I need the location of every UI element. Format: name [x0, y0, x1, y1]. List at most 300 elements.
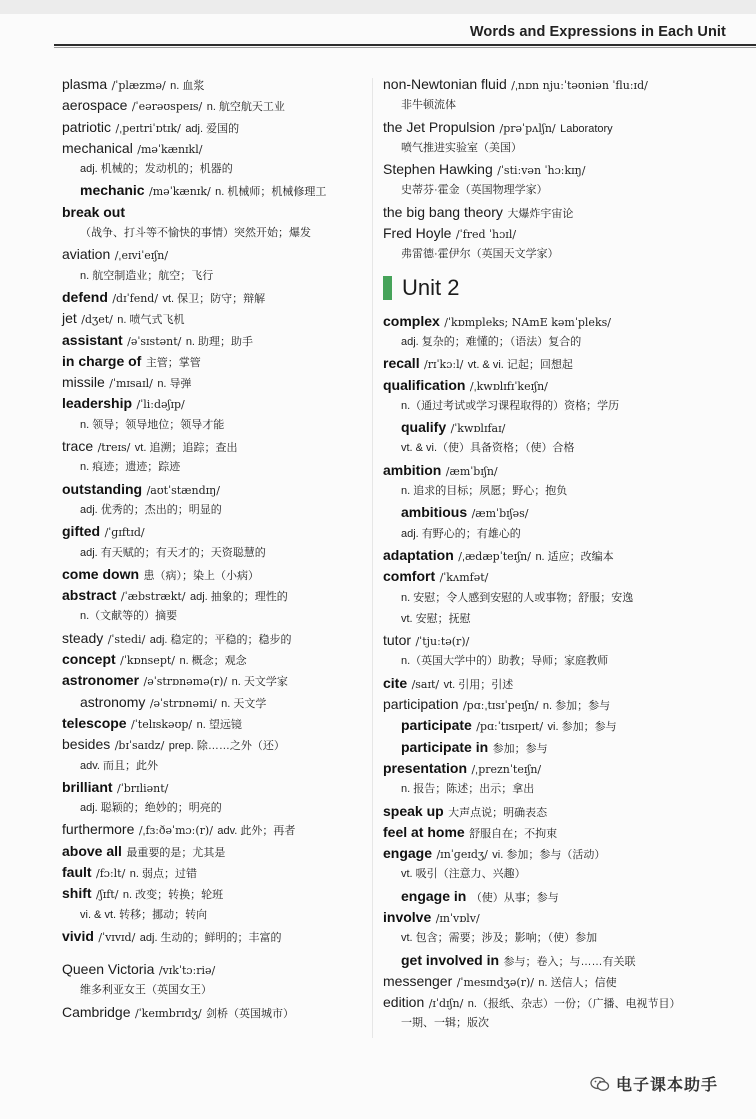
phonetic: /ˌkwɒlɪfɪˈkeɪʃn/ — [469, 379, 548, 393]
entry-line — [383, 311, 713, 332]
definition-line: n. 报告；陈述；出示；拿出 — [401, 783, 535, 796]
entry-line — [383, 801, 713, 822]
entry-line — [62, 926, 362, 947]
vocab-entry — [383, 545, 713, 566]
entry-line — [383, 822, 713, 843]
definition: adj. 抽象的；理性的 — [189, 591, 288, 604]
headword: above all — [62, 842, 122, 859]
headword: adaptation — [383, 546, 454, 563]
headword: concept — [62, 651, 116, 668]
vocab-entry — [383, 822, 713, 843]
vocab-entry — [62, 862, 362, 883]
vocab-entry — [383, 992, 713, 1035]
vocab-entry — [62, 670, 362, 691]
headword: missile — [62, 374, 105, 391]
vocab-entry — [383, 223, 713, 266]
entry-line — [62, 330, 362, 351]
entry-line — [62, 351, 362, 372]
headword: astronomer — [62, 672, 140, 689]
unit-title: Unit 2 — [402, 274, 460, 300]
phonetic: /ˈstiːvən ˈhɔːkɪŋ/ — [497, 164, 586, 178]
headword: ambitious — [401, 504, 468, 521]
definition: n. 血浆 — [170, 80, 205, 92]
entry-line — [383, 74, 713, 95]
phonetic: /aʊtˈstændɪŋ/ — [146, 483, 220, 497]
definition: n. 导弹 — [157, 378, 192, 391]
vocab-entry — [383, 74, 713, 117]
header-rule — [54, 44, 756, 46]
entry-line — [401, 715, 713, 736]
headword: telescope — [62, 714, 127, 731]
phonetic: /ˈɡɪftɪd/ — [104, 526, 145, 540]
definition-line: 史蒂芬·霍金（英国物理学家） — [401, 184, 548, 197]
vocab-entry — [62, 926, 362, 947]
vocab-entry — [383, 801, 713, 822]
unit-heading — [383, 268, 713, 308]
headword: fault — [62, 863, 92, 880]
definition: 最重要的是；尤其是 — [126, 846, 226, 859]
vocab-entry — [62, 117, 362, 138]
headword: steady — [62, 629, 104, 646]
headword: furthermore — [62, 821, 135, 838]
definition-line: n. 追求的目标；夙愿；野心；抱负 — [401, 485, 568, 498]
entry-line — [62, 436, 362, 457]
headword: aviation — [62, 246, 111, 263]
definition: n. 送信人；信使 — [538, 976, 617, 989]
phonetic: /ɪˈdɪʃn/ — [428, 997, 464, 1011]
headword: tutor — [383, 632, 412, 649]
entry-line — [62, 883, 362, 904]
definition: n. 天文学家 — [231, 676, 288, 689]
headword: break out — [62, 203, 126, 220]
phonetic: /məˈkænɪk/ — [149, 185, 211, 199]
vocab-entry — [383, 566, 713, 630]
headword: Cambridge — [62, 1003, 131, 1020]
phonetic: /æmˈbɪʃəs/ — [471, 507, 529, 521]
headword: the Jet Propulsion — [383, 118, 496, 135]
headword: patriotic — [62, 118, 112, 135]
wechat-icon — [590, 1076, 610, 1092]
headword: assistant — [62, 331, 123, 348]
definition-line: adj. 聪颖的；绝妙的；明亮的 — [80, 802, 222, 815]
entry-line — [383, 907, 713, 928]
definition: 舒服自在；不拘束 — [469, 827, 558, 840]
entry-line — [62, 713, 362, 734]
entry-line — [62, 649, 362, 670]
definition: vi. 参加；参与（活动） — [492, 849, 606, 862]
phonetic: /treɪs/ — [97, 441, 131, 455]
definition-line: adj. 优秀的；杰出的；明显的 — [80, 503, 222, 516]
vocab-entry — [383, 673, 713, 694]
vocab-entry — [62, 287, 362, 308]
entry-line — [62, 393, 362, 414]
phonetic: /ˈmɪsaɪl/ — [109, 377, 153, 391]
vocab-entry — [62, 180, 362, 201]
vocab-entry — [383, 715, 713, 736]
phonetic: /ˈstedi/ — [107, 632, 146, 646]
definition: Laboratory — [560, 122, 613, 135]
definition: vt. & vi. 记起；回想起 — [467, 359, 573, 372]
definition-line: vi. & vt. 转移；挪动；转向 — [80, 908, 208, 921]
definition: n. 天文学 — [221, 697, 267, 710]
definition-line: adv. 而且；此外 — [80, 759, 159, 772]
entry-line — [383, 843, 713, 864]
headword: edition — [383, 994, 425, 1011]
phonetic: /pɑːˈtɪsɪpeɪt/ — [476, 720, 544, 734]
watermark-text: 电子课本助手 — [616, 1077, 719, 1094]
phonetic: /dʒet/ — [81, 313, 113, 327]
headword: gifted — [62, 523, 101, 540]
headword: recall — [383, 355, 420, 372]
phonetic: /ˌædæpˈteɪʃn/ — [458, 549, 531, 563]
phonetic: /ˈeərəʊspeɪs/ — [131, 100, 203, 114]
phonetic: /ˈtelɪskəʊp/ — [131, 717, 193, 731]
headword: involve — [383, 908, 432, 925]
header-rule-thin — [54, 47, 756, 48]
phonetic: /əˈsɪstənt/ — [127, 334, 182, 348]
headword: complex — [383, 312, 440, 329]
definition: adj. 稳定的；平稳的；稳步的 — [149, 633, 292, 646]
definition-line: 一期、一辑；版次 — [401, 1017, 489, 1030]
entry-line — [62, 841, 362, 862]
headword: outstanding — [62, 480, 143, 497]
vocab-entry — [383, 353, 713, 374]
phonetic: /saɪt/ — [411, 677, 440, 691]
vertical-gap — [62, 947, 362, 959]
vocab-entry — [62, 692, 362, 713]
entry-line — [62, 819, 362, 840]
unit-2-word-list — [383, 311, 713, 1035]
headword: aerospace — [62, 97, 128, 114]
headword: mechanic — [80, 182, 145, 199]
vocab-entry — [62, 351, 362, 372]
definition-line: n.（文献等的）摘要 — [80, 610, 178, 623]
phonetic: /əˈstrɒnəmi/ — [149, 696, 217, 710]
headword: participate in — [401, 738, 489, 755]
entry-line — [62, 74, 362, 95]
definition: n. 弱点；过错 — [129, 867, 197, 880]
definition: n. 助理；助手 — [185, 335, 254, 348]
definition: n. 望远镜 — [196, 718, 242, 731]
headword: get involved in — [401, 951, 500, 968]
entry-line — [383, 353, 713, 374]
phonetic: /ˈkɒnsept/ — [120, 654, 175, 668]
vocab-entry — [383, 375, 713, 418]
definition: n. 适应；改编本 — [535, 550, 614, 563]
vocab-entry — [62, 372, 362, 393]
vocab-entry — [62, 244, 362, 287]
headword: speak up — [383, 802, 444, 819]
vocab-entry — [62, 585, 362, 628]
definition-line: adj. 有天赋的；有天才的；天资聪慧的 — [80, 546, 266, 559]
entry-line — [401, 502, 713, 523]
column-divider — [372, 78, 373, 1038]
phonetic: /prəˈpʌlʃn/ — [499, 121, 556, 135]
entry-line — [401, 886, 713, 907]
phonetic: /əˈstrɒnəmə(r)/ — [143, 675, 228, 689]
definition-line: vt. 安慰；抚慰 — [401, 612, 471, 625]
vocab-entry — [383, 950, 713, 971]
headword: defend — [62, 288, 108, 305]
vocab-entry — [62, 649, 362, 670]
definition: prep. 除……之外（还） — [168, 740, 285, 753]
top-margin-strip — [0, 0, 756, 14]
entry-line — [383, 202, 713, 223]
entry-line — [80, 180, 362, 201]
entry-line — [383, 117, 713, 138]
definition: （使）从事；参与 — [470, 891, 559, 904]
entry-line — [62, 308, 362, 329]
vocab-entry — [383, 843, 713, 886]
definition-line: vt. 包含；需要；涉及；影响；（使）参加 — [401, 932, 598, 945]
definition-line: 非牛顿流体 — [401, 99, 456, 112]
headword: abstract — [62, 587, 117, 604]
vocab-entry — [383, 417, 713, 460]
definition: n. 航空航天工业 — [206, 101, 285, 114]
entry-line — [62, 670, 362, 691]
definition: 参与；卷入；与……有关联 — [503, 955, 636, 968]
definition: n.（报纸、杂志）一份；（广播、电视节目） — [467, 998, 681, 1011]
definition-line: 喷气推进实验室（美国） — [401, 141, 522, 154]
entry-line — [401, 737, 713, 758]
phonetic: /ˌpeɪtriˈɒtɪk/ — [115, 121, 181, 135]
vocab-entry — [62, 330, 362, 351]
entry-line — [62, 628, 362, 649]
vocab-entry — [383, 117, 713, 160]
page-header — [0, 14, 756, 52]
phonetic: /ˈkɒmpleks; NAmE kəmˈpleks/ — [444, 315, 611, 329]
entry-line — [62, 372, 362, 393]
definition: adj. 生动的；鲜明的；丰富的 — [139, 931, 282, 944]
entry-line — [62, 1002, 362, 1023]
definition: 主管；掌管 — [145, 356, 201, 369]
entry-line — [62, 117, 362, 138]
entry-line — [62, 202, 362, 223]
entry-line — [383, 159, 713, 180]
headword: plasma — [62, 76, 108, 92]
entry-line — [401, 950, 713, 971]
phonetic: /ˈtjuːtə(r)/ — [415, 635, 470, 649]
vocab-entry — [62, 841, 362, 862]
entry-line — [62, 585, 362, 606]
headword: cite — [383, 674, 408, 691]
watermark — [590, 1072, 718, 1095]
headword: qualification — [383, 376, 466, 393]
vocab-entry — [383, 630, 713, 673]
headword: Fred Hoyle — [383, 225, 452, 242]
headword: engage in — [401, 887, 467, 904]
headword: messenger — [383, 972, 453, 989]
definition: n. 参加；参与 — [542, 700, 611, 713]
vocab-entry — [383, 971, 713, 992]
vocab-entry — [383, 159, 713, 202]
entry-line — [383, 375, 713, 396]
entry-line — [80, 692, 362, 713]
entry-line — [383, 971, 713, 992]
phonetic: /ˈkʌmfət/ — [439, 571, 489, 585]
entry-line — [383, 758, 713, 779]
entry-line — [62, 479, 362, 500]
entry-line — [62, 564, 362, 585]
definition-line: n. 航空制造业；航空；飞行 — [80, 269, 214, 282]
entry-line — [62, 959, 362, 980]
vocab-entry — [62, 959, 362, 1002]
definition: vi. 参加；参与 — [547, 721, 617, 734]
phonetic: /æmˈbɪʃn/ — [445, 464, 498, 478]
vocab-entry — [62, 819, 362, 840]
vocab-entry — [62, 713, 362, 734]
headword: non-Newtonian fluid — [383, 76, 507, 92]
headword: astronomy — [80, 693, 146, 710]
entry-line — [383, 694, 713, 715]
phonetic: /ˈkeɪmbrɪdʒ/ — [134, 1006, 202, 1020]
headword: qualify — [401, 419, 447, 436]
vocab-entry — [383, 311, 713, 354]
phonetic: /pɑːˌtɪsɪˈpeɪʃn/ — [462, 699, 539, 713]
entry-line — [383, 630, 713, 651]
vocab-entry — [383, 886, 713, 907]
definition-line: n.（通过考试或学习课程取得的）资格；学历 — [401, 399, 620, 412]
definition-line: vt. & vi.（使）具备资格；（使）合格 — [401, 442, 575, 455]
vocab-entry — [383, 460, 713, 503]
definition: 患（病）；染上（小病） — [143, 569, 259, 582]
unit-marker-bar — [383, 276, 392, 300]
vocab-entry — [62, 95, 362, 116]
headword: besides — [62, 736, 111, 753]
vocab-entry — [62, 393, 362, 436]
entry-line — [383, 673, 713, 694]
entry-line — [383, 566, 713, 587]
phonetic: /ˈkwɒlɪfaɪ/ — [450, 422, 506, 436]
headword: shift — [62, 885, 92, 902]
vocab-entry — [383, 907, 713, 950]
definition: vt. 引用；引述 — [443, 678, 514, 691]
vocab-entry — [62, 436, 362, 479]
entry-line — [62, 521, 362, 542]
vocab-entry — [383, 502, 713, 545]
phonetic: /fɔːlt/ — [96, 866, 126, 880]
headword: leadership — [62, 395, 133, 412]
headword: brilliant — [62, 778, 113, 795]
unit-1-proper-nouns — [383, 74, 713, 266]
phonetic: /ˈbrɪliənt/ — [117, 781, 169, 795]
left-column — [62, 74, 362, 1023]
definition-line: n. 痕迹；遗迹；踪迹 — [80, 461, 181, 474]
entry-line — [62, 734, 362, 755]
definition: 剑桥（英国城市） — [206, 1007, 295, 1020]
headword: participate — [401, 717, 472, 734]
headword: comfort — [383, 568, 436, 585]
definition-line: （战争、打斗等不愉快的事情）突然开始；爆发 — [80, 227, 311, 240]
vocab-entry — [62, 883, 362, 926]
headword: in charge of — [62, 352, 142, 369]
phonetic: /ˌpreznˈteɪʃn/ — [471, 762, 542, 776]
headword: jet — [62, 310, 77, 327]
headword: feel at home — [383, 823, 465, 840]
phonetic: /ˌnɒn njuːˈtəʊniən ˈfluːɪd/ — [511, 79, 648, 92]
phonetic: /bɪˈsaɪdz/ — [114, 739, 165, 753]
vocab-entry — [383, 737, 713, 758]
definition: n. 概念；观念 — [179, 655, 247, 668]
entry-line — [62, 862, 362, 883]
phonetic: /ˈplæzmə/ — [111, 79, 166, 92]
entry-line — [383, 545, 713, 566]
definition: 大声点说；明确表态 — [448, 806, 548, 819]
definition-line: n.（英国大学中的）助教；导师；家庭教师 — [401, 655, 609, 668]
phonetic: /ˈmesɪndʒə(r)/ — [456, 975, 534, 989]
vocab-entry — [383, 694, 713, 715]
headword: vivid — [62, 927, 94, 944]
vocab-entry — [62, 74, 362, 95]
definition: n. 改变；转换；轮班 — [122, 889, 224, 902]
definition: vt. 保卫；防守；辩解 — [162, 292, 266, 305]
vocab-entry — [62, 777, 362, 820]
entry-line — [401, 417, 713, 438]
definition: 大爆炸宇宙论 — [507, 207, 574, 220]
vocab-entry — [62, 564, 362, 585]
phonetic: /ˌeɪviˈeɪʃn/ — [114, 249, 169, 263]
vocab-entry — [62, 308, 362, 329]
definition-line: adj. 机械的；发动机的；机器的 — [80, 163, 233, 176]
headword: trace — [62, 438, 94, 455]
definition-line: n. 领导；领导地位；领导才能 — [80, 418, 225, 431]
definition-line: 维多利亚女王（英国女王） — [80, 984, 212, 997]
vocab-entry — [62, 479, 362, 522]
entry-line — [62, 777, 362, 798]
entry-line — [383, 223, 713, 244]
definition: n. 机械师；机械修理工 — [215, 186, 327, 199]
headword: presentation — [383, 759, 468, 776]
phonetic: /ˌfɜːðəˈmɔː(r)/ — [138, 824, 213, 838]
definition-line: adj. 复杂的；难懂的；（语法）复合的 — [401, 335, 582, 348]
right-column — [383, 74, 713, 1035]
vocab-entry — [62, 628, 362, 649]
headword: come down — [62, 565, 140, 582]
headword: Stephen Hawking — [383, 161, 493, 178]
vocab-entry — [62, 138, 362, 181]
definition: adj. 爱国的 — [185, 122, 240, 135]
phonetic: /ˈliːdəʃɪp/ — [136, 398, 185, 412]
headword: ambition — [383, 461, 442, 478]
entry-line — [383, 992, 713, 1013]
definition-line: adj. 有野心的；有雄心的 — [401, 527, 521, 540]
vocab-entry — [62, 521, 362, 564]
headword: mechanical — [62, 139, 133, 156]
vocab-entry — [62, 202, 362, 245]
definition-line: n. 安慰；令人感到安慰的人或事物；舒服；安逸 — [401, 591, 634, 604]
phonetic: /ɪnˈɡeɪdʒ/ — [436, 848, 488, 862]
phonetic: /ˈæbstrækt/ — [120, 590, 186, 604]
phonetic: /ʃɪft/ — [96, 888, 119, 902]
definition: adv. 此外；再者 — [217, 825, 296, 838]
headword: participation — [383, 696, 459, 713]
definition-line: vt. 吸引（注意力、兴趣） — [401, 868, 526, 881]
phonetic: /ɪnˈvɒlv/ — [435, 911, 480, 925]
phonetic: /vɪkˈtɔːriə/ — [158, 964, 216, 978]
entry-line — [62, 95, 362, 116]
headword: the big bang theory — [383, 203, 503, 220]
entry-line — [62, 287, 362, 308]
vocab-entry — [62, 734, 362, 777]
entry-line — [62, 138, 362, 159]
phonetic: /rɪˈkɔːl/ — [424, 358, 464, 372]
definition: vt. 追溯；追踪；查出 — [134, 442, 238, 455]
definition-line: 弗雷德·霍伊尔（英国天文学家） — [401, 248, 559, 261]
phonetic: /məˈkænɪkl/ — [137, 142, 203, 156]
headword: engage — [383, 845, 433, 862]
phonetic: /ˈvɪvɪd/ — [98, 930, 136, 944]
phonetic: /ˈfred ˈhɔɪl/ — [455, 228, 517, 242]
